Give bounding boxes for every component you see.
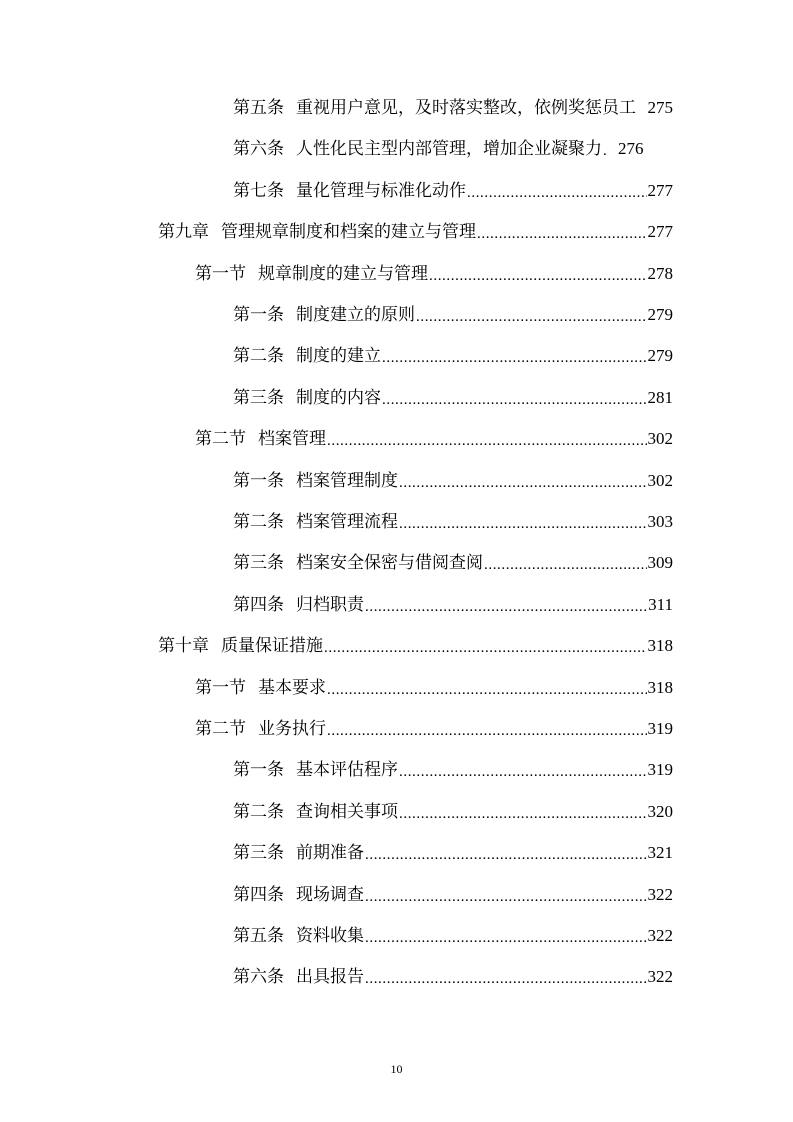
toc-entry-title: 档案管理流程 xyxy=(296,512,398,532)
toc-entry-page: 276 xyxy=(618,139,644,159)
toc-entry-number: 第一条 xyxy=(233,760,284,781)
toc-entry-page: 302 xyxy=(647,470,673,490)
toc-entry-article[interactable] xyxy=(233,336,673,376)
toc-entry-article[interactable] xyxy=(233,585,673,625)
toc-entry-article[interactable] xyxy=(233,461,673,501)
toc-entry-title: 前期准备 xyxy=(296,843,364,864)
toc-entry-section[interactable] xyxy=(195,709,673,749)
toc-dot-leader xyxy=(365,957,647,997)
toc-entry-number: 第十章 xyxy=(158,636,209,657)
toc-entry-title: 重视用户意见，及时落实整改，依例奖惩员工 xyxy=(296,98,636,118)
toc-entry-number: 第六条 xyxy=(233,139,284,160)
toc-entry-page: 322 xyxy=(647,967,673,987)
toc-entry-article[interactable] xyxy=(233,502,673,542)
toc-entry-article[interactable] xyxy=(233,378,673,418)
toc-entry-page: 302 xyxy=(647,429,673,449)
toc-entry-section[interactable] xyxy=(195,254,673,294)
toc-entry-section[interactable] xyxy=(195,668,673,708)
toc-entry-title: 制度的建立 xyxy=(296,346,381,367)
toc-dot-leader xyxy=(365,916,647,956)
toc-dot-leader xyxy=(484,543,647,583)
toc-entry-title: 人性化民主型内部管理，增加企业凝聚力 xyxy=(296,139,602,160)
toc-dot-leader xyxy=(429,254,647,294)
toc-entry-number: 第三条 xyxy=(233,843,284,864)
toc-entry-page: 321 xyxy=(647,843,673,863)
toc-entry-number: 第九章 xyxy=(158,222,209,243)
toc-dot-leader xyxy=(399,461,647,501)
toc-dot-leader xyxy=(324,626,647,666)
toc-entry-page: 277 xyxy=(647,222,673,242)
toc-dot-leader xyxy=(399,502,647,542)
toc-dot-leader xyxy=(327,709,647,749)
toc-entry-page: 279 xyxy=(647,305,673,324)
toc-entry-article[interactable] xyxy=(233,88,673,128)
toc-entry-number: 第四条 xyxy=(233,594,284,615)
toc-entry-title: 质量保证措施 xyxy=(221,636,323,657)
toc-entry-title: 管理规章制度和档案的建立与管理 xyxy=(221,222,476,243)
toc-dot-leader xyxy=(327,668,647,708)
toc-entry-article[interactable] xyxy=(233,543,673,583)
toc-entry-number: 第三条 xyxy=(233,553,284,574)
toc-entry-number: 第五条 xyxy=(233,98,284,118)
toc-entry-article[interactable] xyxy=(233,957,673,997)
toc-entry-title: 出具报告 xyxy=(296,967,364,988)
toc-entry-title: 基本要求 xyxy=(258,677,326,698)
toc-entry-page: 318 xyxy=(647,677,673,697)
toc-entry-number: 第六条 xyxy=(233,967,284,988)
toc-entry-number: 第二条 xyxy=(233,512,284,532)
toc-entry-page: 319 xyxy=(647,719,673,738)
toc-entry-number: 第五条 xyxy=(233,926,284,946)
toc-entry-title: 规章制度的建立与管理 xyxy=(258,263,428,284)
toc-entry-page: 277 xyxy=(647,180,673,200)
toc-entry-title: 现场调查 xyxy=(296,884,364,905)
toc-dot-leader xyxy=(327,419,647,459)
toc-entry-number: 第二节 xyxy=(195,719,246,739)
toc-entry-title: 档案管理制度 xyxy=(296,470,398,491)
toc-entry-page: 320 xyxy=(647,801,673,821)
toc-entry-page: 278 xyxy=(647,263,673,283)
toc-dot-leader xyxy=(382,378,647,418)
toc-dot-leader xyxy=(365,833,647,873)
toc-entry-number: 第二条 xyxy=(233,801,284,822)
toc-entry-chapter[interactable] xyxy=(158,212,673,252)
toc-entry-title: 制度建立的原则 xyxy=(296,305,415,325)
toc-entry-title: 查询相关事项 xyxy=(296,801,398,822)
toc-entry-number: 第一节 xyxy=(195,263,246,284)
toc-entry-article[interactable] xyxy=(233,833,673,873)
toc-entry-page: 281 xyxy=(647,387,673,407)
toc-entry-number: 第四条 xyxy=(233,884,284,905)
toc-dot-leader xyxy=(365,585,647,625)
toc-dot-leader xyxy=(416,295,647,335)
toc-entry-number: 第二条 xyxy=(233,346,284,367)
toc-entry-page: 319 xyxy=(647,760,673,780)
toc-dot-leader xyxy=(637,88,647,128)
toc-entry-number: 第一条 xyxy=(233,470,284,491)
toc-entry-page: 279 xyxy=(647,346,673,366)
toc-entry-page: 303 xyxy=(647,512,673,531)
toc-entry-number: 第二节 xyxy=(195,429,246,450)
toc-entry-number: 第三条 xyxy=(233,387,284,408)
toc-entry-title: 量化管理与标准化动作 xyxy=(296,180,466,201)
toc-entry-number: 第一节 xyxy=(195,677,246,698)
toc-entry-page: 322 xyxy=(647,884,673,904)
toc-entry-number: 第一条 xyxy=(233,305,284,325)
toc-entry-title: 业务执行 xyxy=(258,719,326,739)
toc-dot-leader xyxy=(399,792,647,832)
toc-entry-page: 309 xyxy=(647,553,673,573)
toc-entry-number: 第七条 xyxy=(233,180,284,201)
toc-dot-leader xyxy=(603,129,617,169)
toc-entry-page: 322 xyxy=(647,926,673,945)
page-number: 10 xyxy=(390,1062,403,1076)
toc-dot-leader xyxy=(399,750,647,790)
toc-entry-page: 311 xyxy=(648,594,673,614)
toc-entry-page: 275 xyxy=(647,98,673,117)
toc-entry-title: 制度的内容 xyxy=(296,387,381,408)
toc-entry-chapter[interactable] xyxy=(158,626,673,666)
toc-entry-article[interactable] xyxy=(233,875,673,915)
toc-entry-article[interactable] xyxy=(233,129,673,169)
toc-entry-title: 资料收集 xyxy=(296,926,364,946)
toc-entry-section[interactable] xyxy=(195,419,673,459)
toc-entry-article[interactable] xyxy=(233,295,673,335)
toc-entry-title: 基本评估程序 xyxy=(296,760,398,781)
toc-entry-article[interactable] xyxy=(233,750,673,790)
toc-entry-article[interactable] xyxy=(233,171,673,211)
toc-entry-title: 档案安全保密与借阅查阅 xyxy=(296,553,483,574)
toc-entry-page: 318 xyxy=(647,636,673,656)
toc-entry-title: 档案管理 xyxy=(258,429,326,450)
toc-dot-leader xyxy=(477,212,647,252)
toc-dot-leader xyxy=(382,336,647,376)
toc-dot-leader xyxy=(467,171,647,211)
toc-entry-title: 归档职责 xyxy=(296,594,364,615)
toc-dot-leader xyxy=(365,875,647,915)
toc-entry-article[interactable] xyxy=(233,792,673,832)
toc-entry-article[interactable] xyxy=(233,916,673,956)
